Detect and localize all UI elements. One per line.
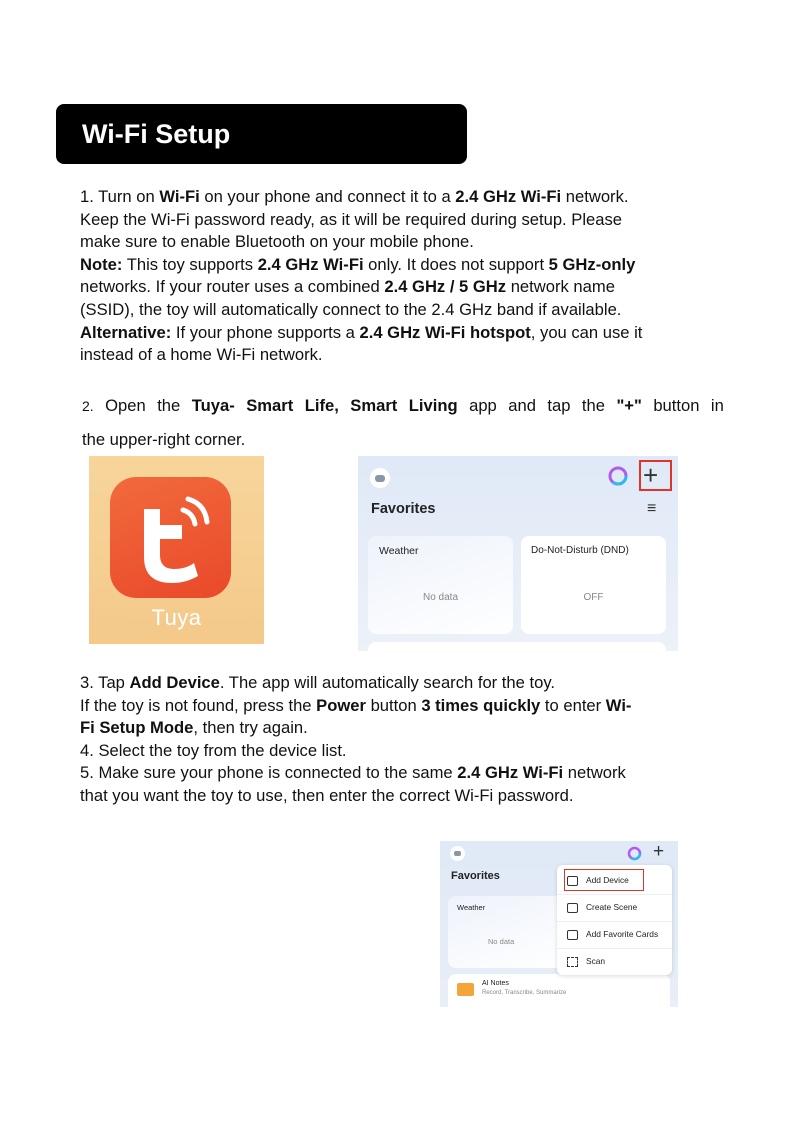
create-scene-icon [567,903,578,913]
ai-notes-subtitle: Record, Transcribe, Summarize [482,990,567,996]
menu-divider [557,948,672,949]
app-home-screenshot [358,456,678,651]
ai-notes-title: AI Notes [482,980,509,987]
add-menu-popup [557,865,672,975]
dnd-status: OFF [583,592,604,603]
add-plus-button[interactable]: + [643,460,659,490]
profile-avatar-icon [450,846,465,861]
steps-3-5-text: 3. Tap Add Device. The app will automatically search for the toy. If the toy is not found, press the Power button 3 times quickly to enter Wi- Fi Setup Mode, then try again. 4. Select the toy from the device list. 5. Make sure your phone is connected to the same 2.4 GHz Wi-Fi network that you want the toy to use, then enter the correct Wi-Fi password. [80,673,632,805]
weather-no-data: No data [422,592,459,603]
ai-notes-card[interactable] [448,974,670,1007]
menu-item-add-device[interactable]: Add Device [567,875,629,886]
step-2-line-1: 2. Open the Tuya- Smart Life, Smart Living app and tap the "+" button in [82,396,724,415]
dnd-card[interactable] [521,536,666,634]
favorites-label: Favorites [371,501,436,517]
list-menu-icon[interactable]: ≡ [647,500,657,517]
next-card-partial [368,642,666,651]
favorites-label: Favorites [451,870,500,882]
weather-card-title: Weather [379,545,419,557]
folder-icon [457,983,474,996]
plus-button-highlight [639,460,672,491]
menu-divider [557,921,672,922]
add-device-highlight [564,869,644,891]
dnd-card-title: Do-Not-Disturb (DND) [531,545,629,556]
weather-card[interactable] [368,536,513,634]
step-1-text: 1. Turn on Wi-Fi on your phone and connect it to a 2.4 GHz Wi-Fi network. Keep the Wi-Fi password ready, as it will be required during setup. Please make sure to enable Bluetooth on your mobile phone. Note: This toy supports 2.4 GHz Wi-Fi only. It does not support 5 GHz-only networks. If your router uses a combined 2.4 GHz / 5 GHz network name (SSID), the toy will automatically connect to the 2.4 GHz band if available. Alternative: If your phone supports a 2.4 GHz Wi-Fi hotspot, you can use it instead of a home Wi-Fi network. [80,187,643,365]
scan-icon [567,957,578,967]
tuya-logo-icon [110,477,231,598]
section-title: Wi-Fi Setup [82,119,231,149]
menu-item-add-favorite-cards[interactable]: Add Favorite Cards [567,929,658,940]
menu-item-create-scene[interactable]: Create Scene [567,902,637,913]
add-card-icon [567,930,578,940]
weather-no-data: No data [488,937,515,946]
menu-divider [557,894,672,895]
add-plus-button[interactable]: + [653,841,665,862]
menu-item-scan[interactable]: Scan [567,956,605,967]
ai-assistant-icon [627,846,642,861]
weather-card-title: Weather [457,903,486,912]
profile-avatar-icon [370,468,390,488]
ai-assistant-icon [608,466,628,486]
step-2-line-2: the upper-right corner. [82,430,246,449]
tuya-label: Tuya [151,605,202,630]
weather-card[interactable] [448,896,568,968]
